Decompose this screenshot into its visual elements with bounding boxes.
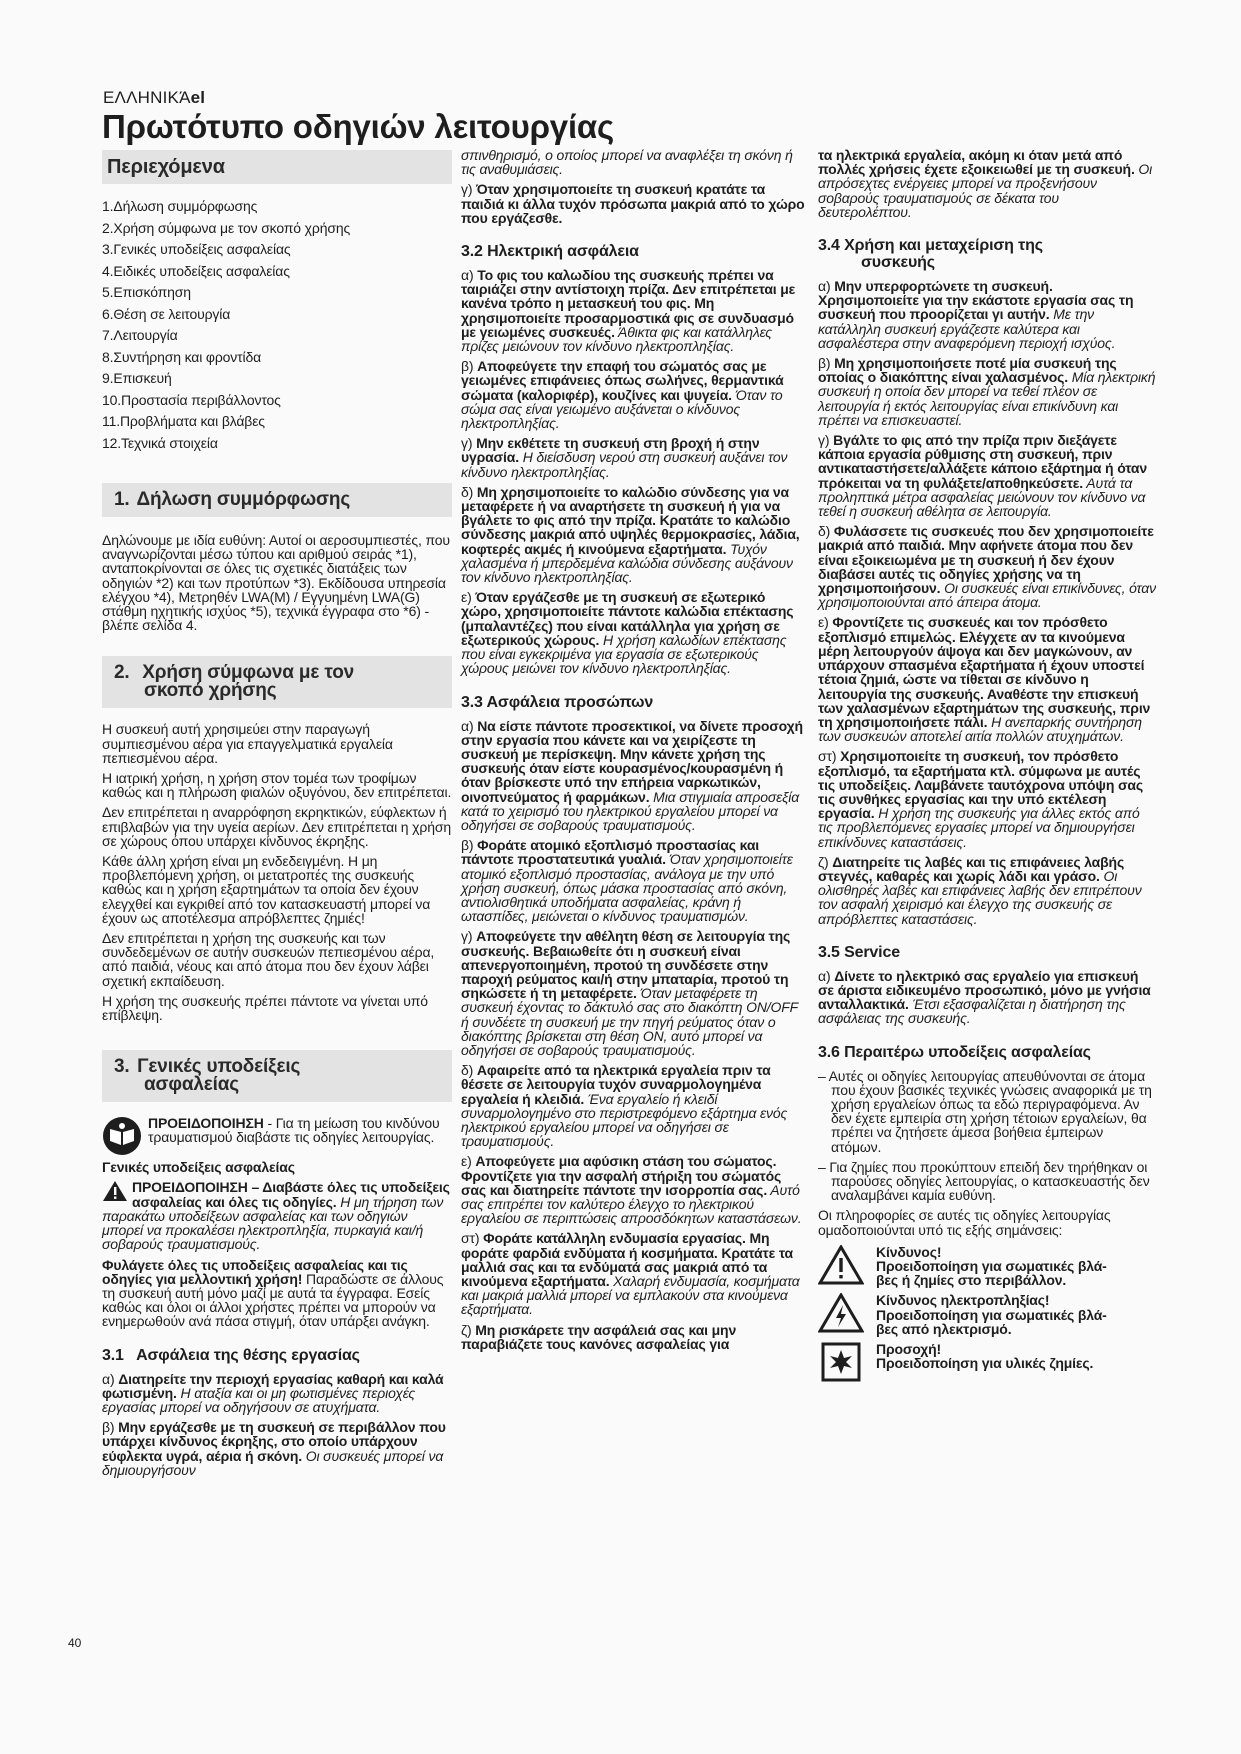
list-item: – Για ζημίες που προκύπτουν επειδή δεν τηρήθηκαν οι παρούσες οδηγίες λειτουργίας, ο κατασκευαστής δεν αναλαμβάνει καμία ευθύνη. (818, 1158, 1150, 1204)
section-2-body (102, 722, 452, 1022)
list-item: – Αυτές οι οδηγίες λειτουργίας απευθύνονται σε άτομα που έχουν βασικές τεχνικές γνώσεις αναφορικά με τη χρήση εργαλείων όπως τα εδώ περιγραφόμενα. Αν δεν έχετε εμπειρία στη χρήση τέτοιων εργαλείων, θα πρέπει να ζητήσετε άμεσα βοήθεια έμπειρων ατόμων. (818, 1067, 1152, 1155)
toc-heading: Περιεχόμενα (102, 150, 452, 184)
toc-item[interactable]: 9.Επισκευή (102, 370, 172, 386)
s36-info: Οι πληροφορίες σε αυτές τις οδηγίες λειτουργίας ομαδοποιούνται υπό τις εξής σημάνσεις: (818, 1207, 1111, 1238)
s31-c: γ) Όταν χρησιμοποιείτε τη συσκευή κρατάτε τα παιδιά κι άλλα τυχόν πρόσωπα μακριά από το χώρο που εργάζεσθε. (461, 181, 805, 226)
s33-a: α) Να είστε πάντοτε προσεκτικοί, να δίνετε προσοχή στην εργασία που κάνετε και να χειρίζεστε τη συσκευή με περίσκεψη. Μην κάνετε χρήση της συσκευής όταν είστε κουρασμένος/κουρασμένη ή όταν βρίσκεστε υπό την επήρεια ναρκωτικών, οινοπνεύματος ή φαρμάκων. Μια στιγμιαία απροσεξία κατά το χειρισμό του ηλεκτρικού εργαλείου μπορεί να οδηγήσει σε σοβαρούς τραυματισμούς. (461, 717, 803, 833)
toc-item[interactable]: 12.Τεχνικά στοιχεία (102, 434, 218, 451)
s34-e: ε) Φροντίζετε τις συσκευές και τον πρόσθετο εξοπλισμό επιμελώς. Ελέγχετε αν τα κινούμενα μέρη λειτουργούν άψογα και δεν μαγκώνουν, αν υπάρχουν σπασμένα εξαρτήματα ή έχουν υποστεί τέτοια ζημιά, ώστε να τίθεται σε κίνδυνο η λειτουργία της συσκευής. Αναθέστε την επισκευή των χαλασμένων εξαρτημάτων της συσκευής, πριν τη χρησιμοποιήσετε πάλι. Η ανεπαρκής συντήρηση των συσκευών αποτελεί αιτία πολλών ατυχημάτων. (818, 614, 1151, 745)
toc-item[interactable]: 4.Ειδικές υποδείξεις ασφαλείας (102, 262, 290, 279)
toc-item[interactable]: 5.Επισκόπηση (102, 284, 191, 300)
section-1-heading: 1. Δήλωση συμμόρφωσης (102, 483, 452, 517)
s35-a: α) Δίνετε το ηλεκτρικό σας εργαλείο για επισκευή σε άριστα ειδικευμένο προσωπικό, μόνο με γνήσια ανταλλακτικά. Έτσι εξασφαλίζεται η διατήρηση της ασφάλειας της συσκευής. (818, 967, 1151, 1027)
general-heading: Γενικές υποδείξεις ασφαλείας (102, 1159, 295, 1176)
paragraph: Δεν επιτρέπεται η αναρρόφηση εκρηκτικών, εύφλεκτων ή επιβλαβών για την υγεία αερίων. Δεν επιτρέπεται η χρήση σε χώρους όπου υπάρχει κίνδυνος έκρηξης. (102, 804, 451, 849)
language-label: ΕΛΛΗΝΙΚΆel (103, 88, 206, 107)
s34-a: α) Μην υπερφορτώνετε τη συσκευή. Χρησιμοποιείτε για την εκάστοτε εργασία σας τη συσκευή που προορίζεται γι αυτήν. Με την κατάλληλη συσκευή εργάζεστε καλύτερα και ασφαλέστερα στην αναφερόμενη περιοχή ισχύος. (818, 278, 1134, 351)
s32-a: α) Το φις του καλωδίου της συσκευής πρέπει να ταιριάζει στην αντίστοιχη πρίζα. Δεν επιτρέπεται με κανένα τρόπο η μετασκευή του φις. Μη χρησιμοποιείτε προσαρμοστικά φις σε συνδυασμό με γειωμένες συσκευές. Άθικτα φις και κατάλληλες πρίζες μειώνουν τον κίνδυνο ηλεκτροπληξίας. (461, 267, 796, 355)
paragraph: Η ιατρική χρήση, η χρήση στον τομέα των τροφίμων καθώς και η πλήρωση φιαλών οξυγόνου, δεν επιτρέπεται. (102, 770, 452, 801)
symbol-caution: Προσοχή! Προειδοποίηση για υλικές ζημίες. (818, 1342, 1156, 1382)
caution-icon (818, 1342, 864, 1382)
s34-heading: 3.4 Χρήση και μεταχείριση της συσκευής (818, 237, 1043, 272)
s36-bullets (818, 1069, 1156, 1203)
s34-c: γ) Βγάλτε το φις από την πρίζα πριν διεξάγετε κάποια εργασία ρύθμισης στη συσκευή, πριν αντικαταστήσετε/αλλάξετε κάποιο εξάρτημα ή όταν πρόκειται να τη φυλάξετε/αποθηκεύσετε. Αυτά τα προληπτικά μέτρα ασφαλείας μειώνουν τον κίνδυνο να τεθεί η συσκευή αθέλητα σε λειτουργία. (818, 432, 1148, 520)
s31-a: α) Διατηρείτε την περιοχή εργασίας καθαρή και καλά φωτισμένη. Η αταξία και οι μη φωτισμένες περιοχές εργασίας μπορεί να οδηγήσουν σε ατυχήματα. (102, 1370, 444, 1415)
s33-f: στ) Φοράτε κατάλληλη ενδυμασία εργασίας. Μη φοράτε φαρδιά ενδύματα ή κοσμήματα. Κρατάτε τα μαλλιά σας και τα ενδύματά σας μακριά από τα κινούμενα εξαρτήματα. Χαλαρή ενδυμασία, κοσμήματα και μακριά μαλλιά μπορεί να εμπλακούν στα κινούμενα εξαρτήματα. (461, 1230, 800, 1318)
column-1 (102, 150, 452, 1483)
toc-item[interactable]: 7.Λειτουργία (102, 327, 178, 343)
s32-c: γ) Μην εκθέτετε τη συσκευή στη βροχή ή στην υγρασία. Η διείσδυση νερού στη συσκευή αυξάνει τον κίνδυνο ηλεκτροπληξίας. (461, 435, 788, 480)
s31-heading: 3.1 Ασφάλεια της θέσης εργασίας (102, 1346, 360, 1364)
s36-heading: 3.6 Περαιτέρω υποδείξεις ασφαλείας (818, 1043, 1091, 1061)
keep-instructions: Φυλάγετε όλες τις υποδείξεις ασφαλείας και τις οδηγίες για μελλοντική χρήση! Παραδώστε σε άλλους τη συσκευή αυτή μόνο μαζί με αυτά τα έγγραφα. Εσείς καθώς και όλοι οι άλλοι χρήστες πρέπει να μπορούν να ενημερωθούν ανά πάσα στιγμή, όταν υπάρξει ανάγκη. (102, 1256, 444, 1330)
column-2 (461, 148, 807, 1357)
electric-shock-icon (818, 1293, 864, 1333)
s33-heading: 3.3 Ασφάλεια προσώπων (461, 693, 654, 711)
s33-b: β) Φοράτε ατομικό εξοπλισμό προστασίας και πάντοτε προστατευτικά γυαλιά. Όταν χρησιμοποιείτε ατομικό εξοπλισμό προστασίας, ανάλογα με την υπό χρήση συσκευή, όπως μάσκα προστασίας από σκόνη, αντιολισθητικά υποδήματα ασφαλείας, κράνη ή ωτασπίδες, μειώνεται ο κίνδυνος τραυματισμών. (461, 837, 793, 925)
manual-warning: ΠΡΟΕΙΔΟΠΟΙΗΣΗ - Για τη μείωση του κινδύνου τραυματισμού διαβάστε τις οδηγίες λειτουργίας. (102, 1116, 452, 1156)
toc-item[interactable]: 11.Προβλήματα και βλάβες (102, 413, 265, 429)
s34-f: στ) Χρησιμοποιείτε τη συσκευή, τον πρόσθετο εξοπλισμό, τα εξαρτήματα κτλ. σύμφωνα με αυτές τις υποδείξεις. Λαμβάνετε ταυτόχρονα υπόψη σας τις συνθήκες εργασίας και την υπό εκτέλεση εργασία. Η χρήση της συσκευής για άλλες εκτός από τις προβλεπόμενες εργασίες μπορεί να δημιουργήσει επικίνδυνες καταστάσεις. (818, 748, 1143, 850)
s32-heading: 3.2 Ηλεκτρική ασφάλεια (461, 243, 639, 261)
s33-g: ζ) Μη ρισκάρετε την ασφάλειά σας και μην παραβιάζετε τους κανόνες ασφαλείας για (461, 1321, 737, 1352)
toc-item[interactable]: 6.Θέση σε λειτουργία (102, 305, 231, 322)
read-manual-icon (102, 1116, 142, 1156)
s33-g-continued: τα ηλεκτρικά εργαλεία, ακόμη κι όταν μετά από πολλές χρήσεις έχετε εξοικειωθεί με τη συσκευή. Οι απρόσεχτες ενέργειες μπορεί να προξενήσουν σοβαρούς τραυματισμούς σε δέκατα του δευτερολέπτου. (818, 147, 1153, 220)
paragraph: Η χρήση της συσκευής πρέπει πάντοτε να γίνεται υπό επίβλεψη. (102, 992, 428, 1024)
section-1-text: Δηλώνουμε με ιδία ευθύνη: Αυτοί οι αεροσυμπιεστές, που αναγνωρίζονται μέσω τύπου και αριθμού σειράς *1), ανταποκρίνονται σε όλες τις σχετικές διατάξεις των οδηγιών *2) και των προτύπων *3). Εκδίδουσα υπηρεσία ελέγχου *4), Μετρηθέν LWA(M) / Εγγυημένη LWA(G) στάθμη ηχητικής ισχύος *5), τεχνικά έγγραφα στο *6) - βλέπε σελίδα 4. (102, 532, 450, 634)
toc-item[interactable]: 3.Γενικές υποδείξεις ασφαλείας (102, 241, 291, 257)
s33-c: γ) Αποφεύγετε την αθέλητη θέση σε λειτουργία της συσκευής. Βεβαιωθείτε ότι η συσκευή είναι απενεργοποιημένη, προτού τη συνδέσετε στην παροχή ρεύματος και/ή στην μπαταρία, προτού τη σηκώσετε ή τη μεταφέρετε. Όταν μεταφέρετε τη συσκευή έχοντας το δάκτυλό σας στο διακόπτη ON/OFF ή συνδέετε τη συσκευή με την πηγή ρεύματος όταν ο διακόπτης βρίσκεται στη θέση ON, αυτό μπορεί να οδηγήσει σε σοβαρούς τραυματισμούς. (461, 928, 798, 1058)
s32-e: ε) Όταν εργάζεσθε με τη συσκευή σε εξωτερικό χώρο, χρησιμοποιείτε πάντοτε καλώδια επέκτασης (μπαλαντέζες) που είναι κατάλληλα για χρήση σε εξωτερικούς χώρους. Η χρήση καλωδίων επέκτασης που είναι εγκεκριμένα για εργασία σε εξωτερικούς χώρους μειώνει τον κίνδυνο ηλεκτροπληξίας. (461, 589, 794, 677)
page-number: 40 (68, 1636, 82, 1650)
symbol-danger: Κίνδυνος! Προειδοποίηση για σωματικές βλά- βες ή ζημίες στο περιβάλλον. (818, 1245, 1156, 1288)
danger-triangle-icon (818, 1245, 864, 1285)
s31-b-continued: σπινθηρισμό, ο οποίος μπορεί να αναφλέξει τη σκόνη ή τις αναθυμιάσεις. (461, 147, 793, 178)
s31-b: β) Μην εργάζεσθε με τη συσκευή σε περιβάλλον που υπάρχει κίνδυνος έκρηξης, στο οποίο υπάρχουν εύφλεκτα υγρά, αέρια ή σκόνη. Οι συσκευές μπορεί να δημιουργήσουν (102, 1419, 446, 1478)
column-3 (818, 148, 1156, 1388)
s32-d: δ) Μη χρησιμοποιείτε το καλώδιο σύνδεσης για να μεταφέρετε ή να αναρτήσετε τη συσκευή ή για να βγάλετε το φις από την πρίζα. Κρατάτε το καλώδιο σύνδεσης μακριά από υψηλές θερμοκρασίες, λάδια, κοφτερές ακμές ή κινούμενα εξαρτήματα. Τυχόν χαλασμένα ή μπερδεμένα καλώδια σύνδεσης αυξάνουν τον κίνδυνο ηλεκτροπληξίας. (461, 483, 800, 586)
s34-b: β) Μη χρησιμοποιήσετε ποτέ μία συσκευή της οποίας ο διακόπτης είναι χαλασμένος. Μία ηλεκτρική συσκευή η οποία δεν μπορεί να τεθεί πλέον σε λειτουργία ή εκτός λειτουργίας είναι επικίνδυνη και πρέπει να επισκευαστεί. (818, 355, 1156, 428)
paragraph: Κάθε άλλη χρήση είναι μη ενδεδειγμένη. Η μη προβλεπόμενη χρήση, οι μετατροπές της συσκευής καθώς και η χρήση εξαρτημάτων τα οποία δεν έχουν ελεγχθεί και εγκριθεί από τον κατασκευαστή μπορεί να έχουν ως αποτέλεσμα απρόβλεπτες ζημιές! (102, 853, 431, 926)
page-title: Πρωτότυπο οδηγιών λειτουργίας (102, 108, 614, 145)
s33-e: ε) Αποφεύγετε μια αφύσικη στάση του σώματος. Φροντίζετε για την ασφαλή στήριξη του σώματός σας και διατηρείτε πάντοτε την ισορροπία σας. Αυτό σας επιτρέπει τον καλύτερο έλεγχο το ηλεκτρικού εργαλείου σε περιπτώσεις απροσδόκητων καταστάσεων. (461, 1153, 802, 1227)
toc-item[interactable]: 2.Χρήση σύμφωνα με τον σκοπό χρήσης (102, 219, 351, 236)
s35-heading: 3.5 Service (818, 943, 900, 961)
s34-g: ζ) Διατηρείτε τις λαβές και τις επιφάνειες λαβής στεγνές, καθαρές και χωρίς λάδι και γράσο. Οι ολισθηρές λαβές και επιφάνειες λαβής δεν επιτρέπουν τον ασφαλή χειρισμό και έλεγχο της συσκευής σε απρόβλεπτες καταστάσεις. (818, 853, 1142, 927)
s34-d: δ) Φυλάσσετε τις συσκευές που δεν χρησιμοποιείτε μακριά από παιδιά. Μην αφήνετε άτομα που δεν είναι εξοικειωμένα με τη συσκευή ή δεν έχουν διαβάσει αυτές τις οδηγίες χρήσης να τη χρησιμοποιήσουν. Οι συσκευές είναι επικίνδυνες, όταν χρησιμοποιούνται από άπειρα άτομα. (818, 523, 1156, 611)
warning-triangle-icon (102, 1180, 128, 1202)
paragraph: Η συσκευή αυτή χρησιμεύει στην παραγωγή συμπιεσμένου αέρα για επαγγελματικά εργαλεία πεπιεσμένου αέρα. (102, 721, 393, 766)
toc-item[interactable]: 10.Προστασία περιβάλλοντος (102, 391, 281, 408)
s32-b: β) Αποφεύγετε την επαφή του σώματός σας με γειωμένες επιφάνειες όπως σωλήνες, θερμαντικά σώματα (καλοριφέρ), κουζίνες και ψυγεία. Όταν το σώμα σας είναι γειωμένο αυξάνεται ο κίνδυνος ηλεκτροπληξίας. (461, 358, 784, 432)
s33-d: δ) Αφαιρείτε από τα ηλεκτρικά εργαλεία πριν τα θέσετε σε λειτουργία τυχόν συναρμολογημένα εργαλεία ή κλειδιά. Ένα εργαλείο ή κλειδί συναρμολογημένο στο περιστρεφόμενο εξάρτημα ενός ηλεκτρικού εργαλείου μπορεί να οδηγήσει σε τραυματισμούς. (461, 1062, 788, 1150)
toc-item[interactable]: 8.Συντήρηση και φροντίδα (102, 348, 262, 365)
warning-all: ΠΡΟΕΙΔΟΠΟΙΗΣΗ – Διαβάστε όλες τις υποδείξεις ασφαλείας και όλες τις οδηγίες. Η μη τήρηση των παρακάτω υποδείξεων ασφαλείας και των οδηγιών μπορεί να προκαλέσει ηλεκτροπληξία, πυρκαγιά και/ή σοβαρούς τραυματισμούς. (102, 1179, 450, 1253)
toc-item[interactable]: 1.Δήλωση συμμόρφωσης (102, 198, 258, 214)
paragraph: Δεν επιτρέπεται η χρήση της συσκευής και των συνδεδεμένων σε αυτήν συσκευών πεπιεσμένου αέρα, από παιδιά, νέους και από άτομα που δεν έχουν λάβει σχετική εκπαίδευση. (102, 930, 435, 989)
section-3-heading: 3. Γενικές υποδείξεις ασφαλείας (102, 1050, 452, 1102)
toc-list (102, 199, 452, 457)
symbol-electric: Κίνδυνος ηλεκτροπληξίας! Προειδοποίηση για σωματικές βλά- βες από ηλεκτρισμό. (818, 1293, 1156, 1336)
section-2-heading: 2. Χρήση σύμφωνα με τον σκοπό χρήσης (102, 656, 452, 708)
